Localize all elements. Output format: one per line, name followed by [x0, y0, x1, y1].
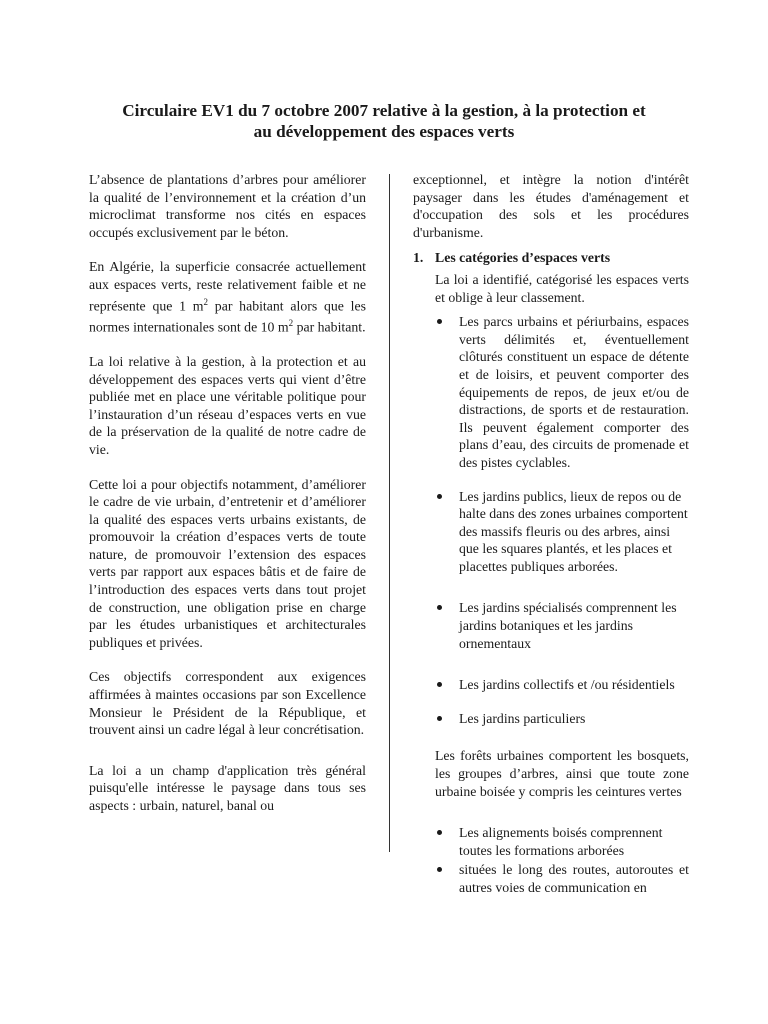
list-item-text: situées le long des routes, autoroutes et autres voies de communication en: [459, 862, 689, 895]
right-column: [413, 171, 689, 897]
section-heading: [413, 249, 689, 267]
text-run: par habitant.: [293, 319, 366, 335]
document-title: [60, 100, 708, 142]
paragraph-superficie: [89, 258, 366, 336]
list-item: [435, 861, 689, 896]
paragraph: exceptionnel, et intègre la notion d'intérêt paysager dans les études d'aménagement et d'occupation des sols et les procédures d'urbanisme.: [413, 172, 689, 240]
paragraph: Cette loi a pour objectifs notamment, d’améliorer le cadre de vie urbain, d’entretenir et d’améliorer la qualité des espaces verts urbains existants, de promouvoir la création d’espaces verts de toute nature, de promouvoir l’extension des espaces verts par rapport aux espaces bâtis et de faire de l’introduction des espaces verts dans tout projet de construction, une obligation prise en charge par les études urbanistiques et architecturales publiques et privées.: [89, 476, 366, 650]
bullet-list: [413, 824, 689, 896]
list-item: [435, 488, 689, 576]
list-item-text: Les parcs urbains et périurbains, espaces verts délimités et, éventuellement clôturés constituent un espace de détente et de loisirs, et peuvent comporter des équipements de repos, de jeux et/ou de distractions, de sports et de restauration. Ils peuvent également comporter des plans d’eau, des circuits de promenade et des pistes cyclables.: [459, 314, 689, 470]
superscript: 2: [203, 296, 209, 307]
list-item: [435, 676, 689, 694]
title-line-1: Circulaire EV1 du 7 octobre 2007 relative à la gestion, à la protection et: [122, 101, 646, 120]
section-intro: La loi a identifié, catégorisé les espaces verts et oblige à leur classement.: [435, 271, 689, 305]
list-item: [435, 313, 689, 471]
list-item-text: Les jardins spécialisés comprennent les jardins botaniques et les jardins ornementaux: [459, 600, 677, 651]
paragraph: La loi a un champ d'application très général puisqu'elle intéresse le paysage dans tous ses aspects : urbain, naturel, banal ou: [89, 762, 366, 813]
paragraph: Ces objectifs correspondent aux exigences affirmées à maintes occasions par son Excellence Monsieur le Président de la République, et trouvent ainsi un cadre légal à leur concrétisation.: [89, 669, 366, 738]
text-run: par habitant alors que les normes internationales sont de 10 m: [89, 298, 366, 335]
section-title: Les catégories d’espaces verts: [435, 250, 611, 266]
superscript: 2: [288, 317, 294, 328]
column-divider: [389, 174, 390, 852]
paragraph-forets: Les forêts urbaines comportent les bosquets, les groupes d’arbres, ainsi que toute zone urbaine boisée y compris les ceintures vertes: [435, 748, 689, 799]
title-line-2: au développement des espaces verts: [253, 122, 515, 141]
left-column: [89, 171, 366, 815]
list-item-text: Les jardins publics, lieux de repos ou de halte dans des zones urbaines comportent des massifs fleuris ou des arbres, ainsi que les squares plantés, et les places et placettes publiques arborées.: [459, 488, 688, 574]
section-number: 1.: [413, 250, 424, 266]
list-item-text: Les alignements boisés comprennent toutes les formations arborées: [459, 825, 663, 858]
list-item: [435, 599, 689, 652]
bullet-list: [413, 313, 689, 727]
text-run: En Algérie, la superficie consacrée actuellement aux espaces verts, reste relativement faible et ne représente que 1 m: [89, 259, 366, 314]
list-item-text: Les jardins particuliers: [459, 710, 586, 726]
list-item-text: Les jardins collectifs et /ou résidentiels: [459, 677, 675, 693]
paragraph: L’absence de plantations d’arbres pour améliorer la qualité de l’environnement et la création d’un microclimat transforme nos cités en espaces occupés exclusivement par le béton.: [89, 172, 366, 240]
list-item: [435, 824, 689, 859]
paragraph: La loi relative à la gestion, à la protection et au développement des espaces verts qui vient d’être publiée met en place une véritable politique pour l’instauration d’un réseau d’espaces verts en vue de la préservation de la qualité de notre cadre de vie.: [89, 353, 366, 457]
list-item: [435, 710, 689, 728]
